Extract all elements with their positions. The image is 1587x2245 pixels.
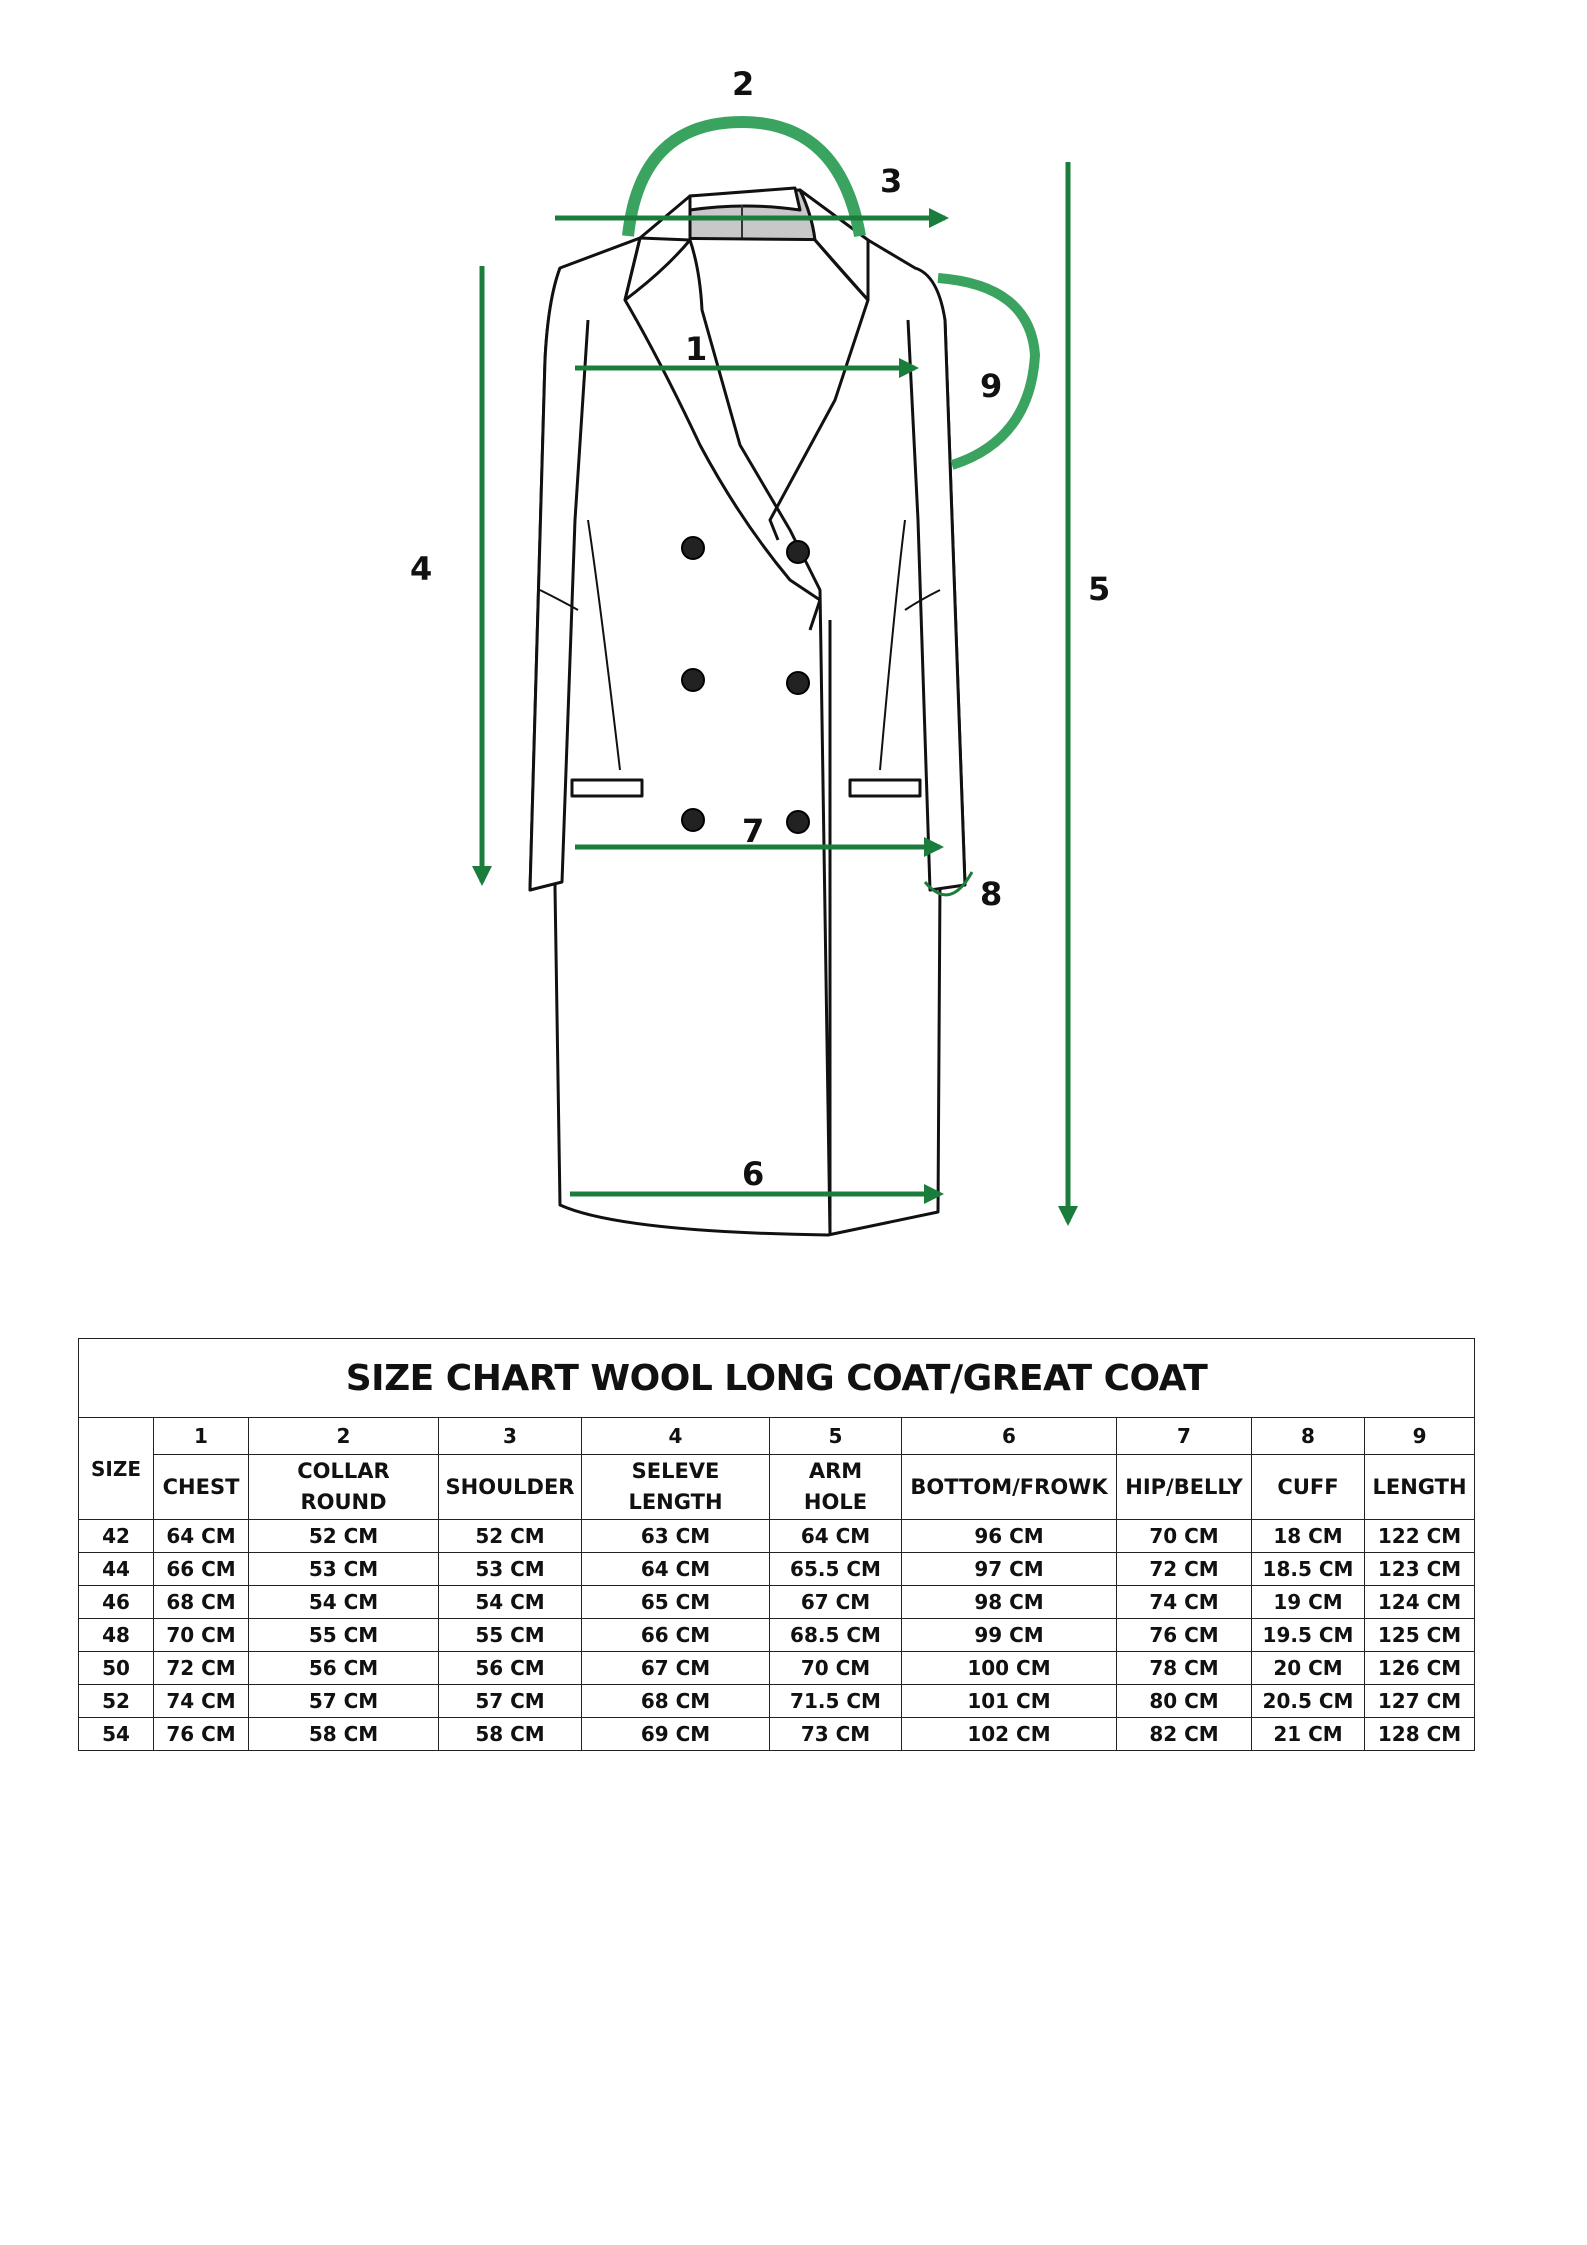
column-header <box>1365 1455 1475 1520</box>
size-cell: 46 <box>79 1586 154 1619</box>
measurement-cell: 76 CM <box>154 1718 249 1751</box>
measurement-cell: 101 CM <box>902 1685 1117 1718</box>
measurement-cell: 64 CM <box>154 1520 249 1553</box>
column-header <box>439 1455 582 1520</box>
measurement-cell: 76 CM <box>1117 1619 1252 1652</box>
measurement-cell: 69 CM <box>582 1718 770 1751</box>
size-chart-container <box>78 1338 1474 1751</box>
measurement-cell: 98 CM <box>902 1586 1117 1619</box>
measurement-cell: 19 CM <box>1252 1586 1365 1619</box>
measurement-cell: 52 CM <box>439 1520 582 1553</box>
table-row <box>79 1685 1475 1718</box>
size-cell: 48 <box>79 1619 154 1652</box>
measurement-cell: 70 CM <box>1117 1520 1252 1553</box>
measurement-cell: 127 CM <box>1365 1685 1475 1718</box>
label-6: 6 <box>742 1155 765 1193</box>
column-number: 4 <box>582 1418 770 1455</box>
measurement-cell: 124 CM <box>1365 1586 1475 1619</box>
measurement-cell: 123 CM <box>1365 1553 1475 1586</box>
measurement-cell: 126 CM <box>1365 1652 1475 1685</box>
measurement-cell: 53 CM <box>439 1553 582 1586</box>
measurement-cell: 18.5 CM <box>1252 1553 1365 1586</box>
column-header-line: ROUND <box>300 1490 387 1514</box>
measurement-cell: 100 CM <box>902 1652 1117 1685</box>
column-header-line: HOLE <box>803 1490 868 1514</box>
column-header-line: SELEVE <box>631 1459 720 1483</box>
size-rows <box>79 1520 1475 1751</box>
measurement-cell: 54 CM <box>439 1586 582 1619</box>
table-row <box>79 1520 1475 1553</box>
measurement-cell: 73 CM <box>770 1718 902 1751</box>
measurement-cell: 72 CM <box>1117 1553 1252 1586</box>
measurement-cell: 52 CM <box>249 1520 439 1553</box>
column-number: 2 <box>249 1418 439 1455</box>
column-header-line: SHOULDER <box>445 1474 575 1499</box>
column-header <box>1252 1455 1365 1520</box>
measurement-cell: 71.5 CM <box>770 1685 902 1718</box>
table-row <box>79 1586 1475 1619</box>
measurement-cell: 82 CM <box>1117 1718 1252 1751</box>
label-5: 5 <box>1088 570 1111 608</box>
measurement-cell: 20 CM <box>1252 1652 1365 1685</box>
measurement-cell: 19.5 CM <box>1252 1619 1365 1652</box>
size-cell: 50 <box>79 1652 154 1685</box>
measurement-cell: 58 CM <box>439 1718 582 1751</box>
column-header-line: HIP/BELLY <box>1125 1474 1243 1499</box>
measurement-cell: 99 CM <box>902 1619 1117 1652</box>
column-header <box>1117 1455 1252 1520</box>
column-name-row <box>79 1455 1475 1520</box>
measurement-cell: 78 CM <box>1117 1652 1252 1685</box>
column-header <box>770 1455 902 1520</box>
table-row <box>79 1718 1475 1751</box>
column-header-line: LENGTH <box>1372 1474 1467 1499</box>
measurement-cell: 68.5 CM <box>770 1619 902 1652</box>
column-header-line: LENGTH <box>628 1490 723 1514</box>
measurement-cell: 53 CM <box>249 1553 439 1586</box>
column-header-line: ARM <box>808 1459 863 1483</box>
table-row <box>79 1553 1475 1586</box>
measurement-cell: 125 CM <box>1365 1619 1475 1652</box>
label-2: 2 <box>732 65 755 103</box>
column-header <box>249 1455 439 1520</box>
column-header <box>154 1455 249 1520</box>
size-header: SIZE <box>79 1418 154 1520</box>
measurement-cell: 21 CM <box>1252 1718 1365 1751</box>
measurement-cell: 58 CM <box>249 1718 439 1751</box>
size-chart-table <box>78 1338 1475 1751</box>
measurement-cell: 74 CM <box>154 1685 249 1718</box>
measurement-cell: 96 CM <box>902 1520 1117 1553</box>
measurement-cell: 72 CM <box>154 1652 249 1685</box>
column-number: 6 <box>902 1418 1117 1455</box>
column-header-line: CHEST <box>162 1474 240 1499</box>
measurement-cell: 54 CM <box>249 1586 439 1619</box>
column-number: 9 <box>1365 1418 1475 1455</box>
measurement-cell: 122 CM <box>1365 1520 1475 1553</box>
measurement-cell: 74 CM <box>1117 1586 1252 1619</box>
measurement-cell: 55 CM <box>439 1619 582 1652</box>
measurement-cell: 57 CM <box>249 1685 439 1718</box>
column-header-line: COLLAR <box>297 1459 390 1483</box>
measurement-cell: 65 CM <box>582 1586 770 1619</box>
measurement-cell: 56 CM <box>249 1652 439 1685</box>
size-cell: 54 <box>79 1718 154 1751</box>
label-3: 3 <box>880 162 903 200</box>
column-number: 3 <box>439 1418 582 1455</box>
measurement-cell: 20.5 CM <box>1252 1685 1365 1718</box>
measurement-cell: 66 CM <box>154 1553 249 1586</box>
column-number: 1 <box>154 1418 249 1455</box>
label-1: 1 <box>685 330 708 368</box>
column-number-row <box>79 1418 1475 1455</box>
chart-title: SIZE CHART WOOL LONG COAT/GREAT COAT <box>79 1339 1475 1418</box>
measurement-cell: 70 CM <box>154 1619 249 1652</box>
measurement-cell: 66 CM <box>582 1619 770 1652</box>
column-number: 5 <box>770 1418 902 1455</box>
column-header <box>902 1455 1117 1520</box>
measurement-cell: 102 CM <box>902 1718 1117 1751</box>
measurement-cell: 57 CM <box>439 1685 582 1718</box>
label-4: 4 <box>410 550 433 588</box>
column-number: 7 <box>1117 1418 1252 1455</box>
column-header <box>582 1455 770 1520</box>
measurement-cell: 64 CM <box>582 1553 770 1586</box>
column-header-line: BOTTOM/FROWK <box>910 1474 1108 1499</box>
table-row <box>79 1652 1475 1685</box>
measurement-cell: 67 CM <box>582 1652 770 1685</box>
measurement-cell: 55 CM <box>249 1619 439 1652</box>
measurement-cell: 63 CM <box>582 1520 770 1553</box>
label-9: 9 <box>980 367 1003 405</box>
size-cell: 44 <box>79 1553 154 1586</box>
measurement-cell: 67 CM <box>770 1586 902 1619</box>
measurement-cell: 68 CM <box>154 1586 249 1619</box>
measurement-cell: 65.5 CM <box>770 1553 902 1586</box>
coat-outline <box>530 188 965 1235</box>
column-number: 8 <box>1252 1418 1365 1455</box>
column-header-line: CUFF <box>1277 1474 1339 1499</box>
measurement-cell: 128 CM <box>1365 1718 1475 1751</box>
measurement-cell: 18 CM <box>1252 1520 1365 1553</box>
measurement-cell: 80 CM <box>1117 1685 1252 1718</box>
measurement-cell: 97 CM <box>902 1553 1117 1586</box>
label-8: 8 <box>980 875 1003 913</box>
size-cell: 42 <box>79 1520 154 1553</box>
measurement-cell: 64 CM <box>770 1520 902 1553</box>
table-row <box>79 1619 1475 1652</box>
measurement-cell: 68 CM <box>582 1685 770 1718</box>
label-7: 7 <box>742 812 765 850</box>
measurement-cell: 56 CM <box>439 1652 582 1685</box>
measurement-cell: 70 CM <box>770 1652 902 1685</box>
size-cell: 52 <box>79 1685 154 1718</box>
